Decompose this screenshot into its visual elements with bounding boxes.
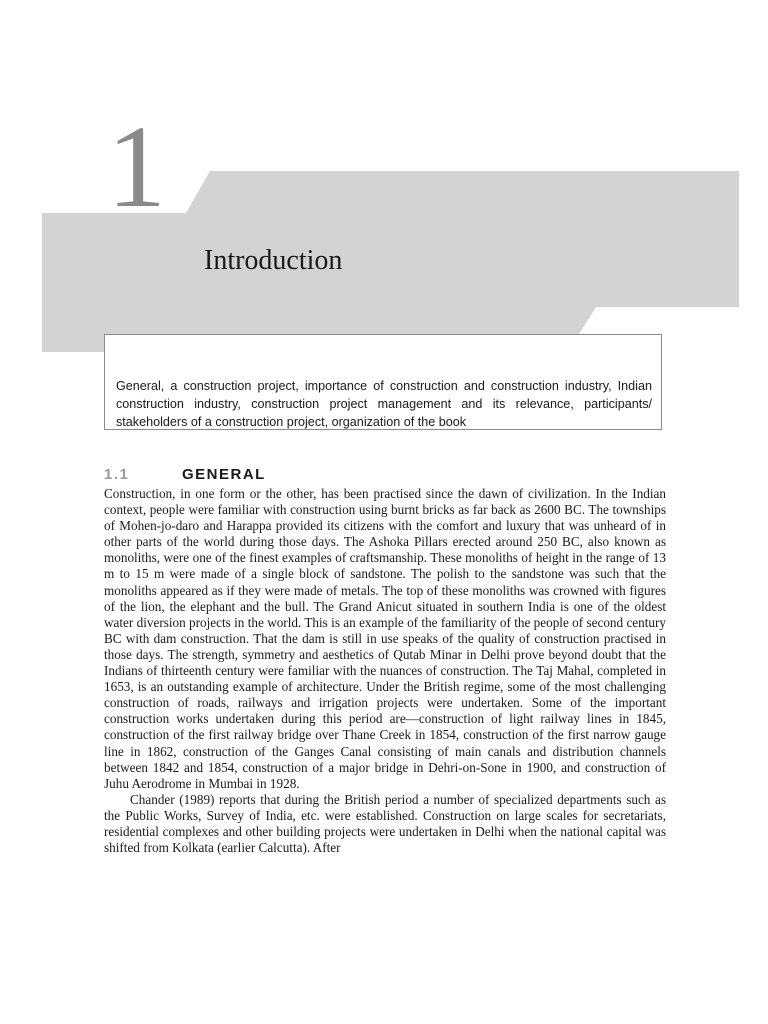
section-title: GENERAL bbox=[182, 466, 266, 483]
section-number: 1.1 bbox=[104, 466, 130, 483]
section-body bbox=[104, 486, 666, 856]
chapter-number: 1 bbox=[107, 101, 166, 232]
chapter-topics-box bbox=[104, 334, 662, 430]
body-paragraph: Construction, in one form or the other, has been practised since the dawn of civilization. In the Indian context, people were familiar with construction using burnt bricks as far back as 2600 BC. The townships of Mohen-jo-daro and Harappa provided its citizens with the comfort and luxury that was unheard of in other parts of the world during those days. The Ashoka Pillars erected around 250 BC, also known as monoliths, were one of the finest examples of craftsmanship. These monoliths of height in the range of 13 m to 15 m were made of a single block of sandstone. The polish to the sandstone was such that the monoliths appeared as if they were made of metals. The top of these monoliths was crowned with figures of the lion, the elephant and the bull. The Grand Anicut situated in southern India is one of the oldest water diversion projects in the world. This is an example of the familiarity of the people of second century BC with dam construction. That the dam is still in use speaks of the quality of construction practised in those days. The strength, symmetry and aesthetics of Qutab Minar in Delhi prove beyond doubt that the Indians of thirteenth century were familiar with the nuances of construction. The Taj Mahal, completed in 1653, is an outstanding example of architecture. Under the British regime, some of the most challenging construction of roads, railways and irrigation projects were undertaken. Some of the important construction works undertaken during this period are—construction of light railway lines in 1845, construction of the first railway bridge over Thane Creek in 1854, construction of the first narrow gauge line in 1862, construction of the Ganges Canal consisting of main canals and distribution channels between 1842 and 1854, construction of a major bridge in Dehri-on-Sone in 1900, and construction of Juhu Aerodrome in Mumbai in 1928. bbox=[104, 486, 666, 791]
section-heading bbox=[104, 464, 664, 486]
chapter-title: Introduction bbox=[204, 245, 343, 276]
chapter-topics-text: General, a construction project, importance of construction and construction industry, Indian construction industry, construction project management and its relevance, participants/ stakeholders of a construction project, organization of the book bbox=[116, 379, 652, 429]
body-paragraph: Chander (1989) reports that during the British period a number of specialized departments such as the Public Works, Survey of India, etc. were established. Construction on large scales for secretariats, residential complexes and other building projects were undertaken in Delhi when the national capital was shifted from Kolkata (earlier Calcutta). After bbox=[104, 791, 666, 856]
